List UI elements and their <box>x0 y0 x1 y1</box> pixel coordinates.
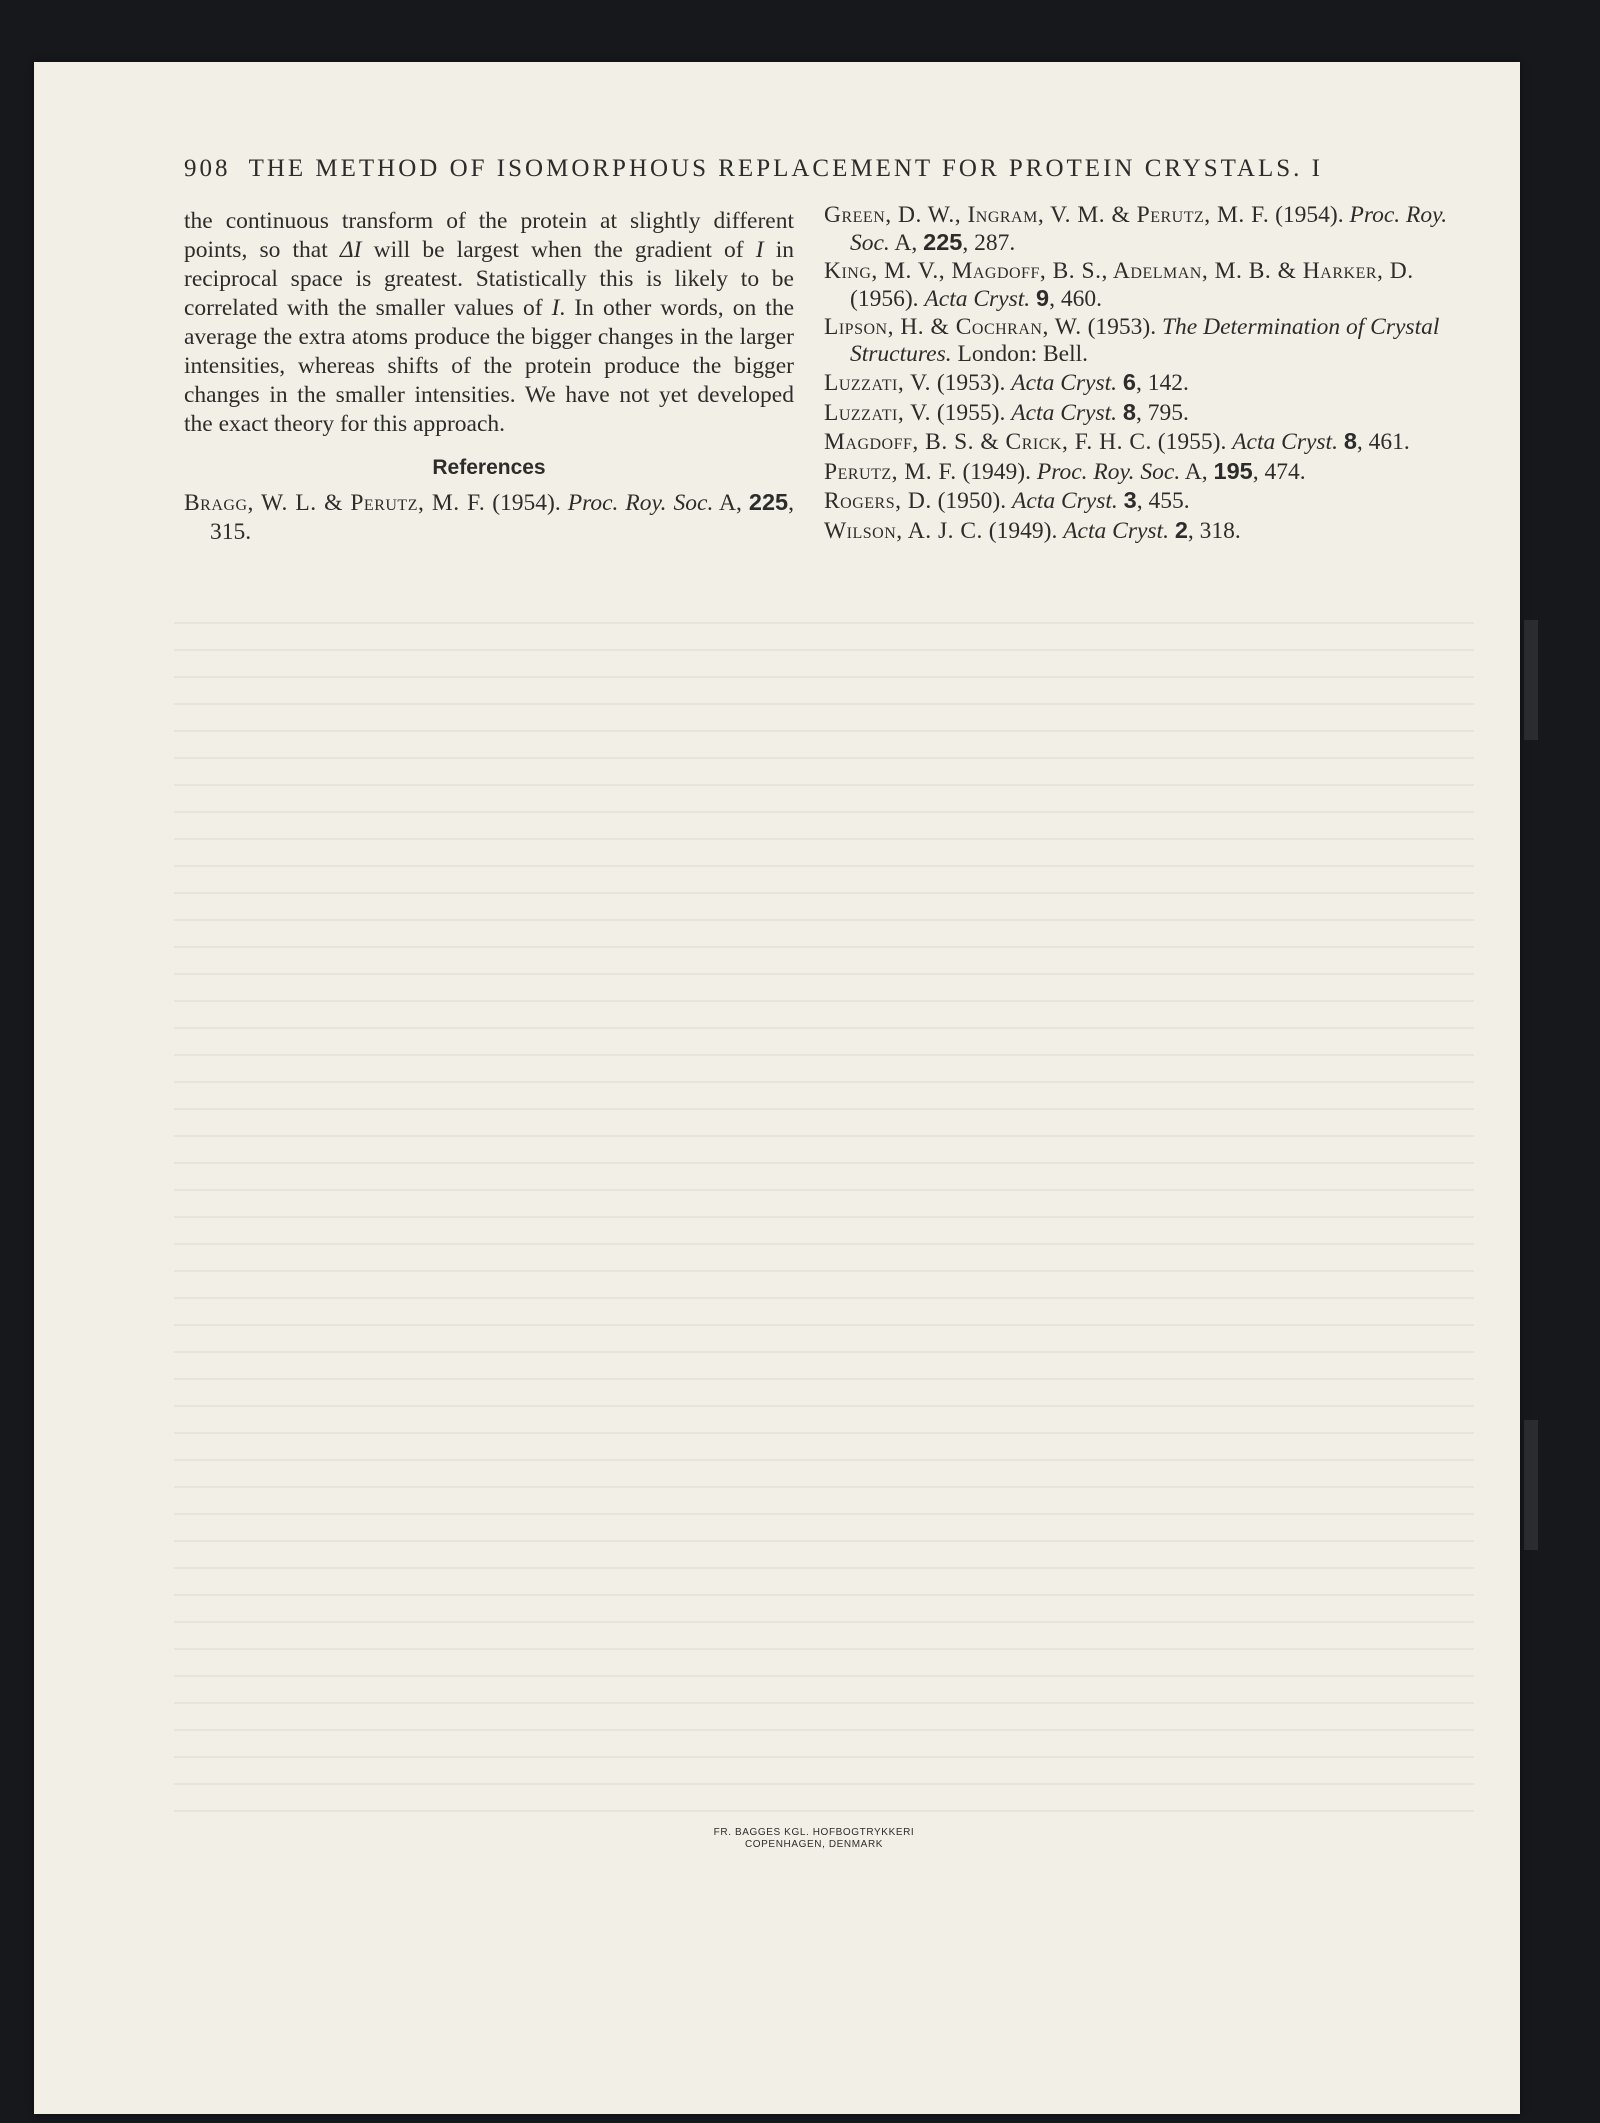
binder-clip-top <box>1524 620 1538 740</box>
reference-authors: Perutz, M. F. <box>824 458 957 485</box>
left-column <box>184 207 794 549</box>
reference-entry <box>824 314 1464 367</box>
reference-list-left <box>184 488 794 547</box>
delta-i-symbol: ΔI <box>339 237 362 263</box>
reference-entry <box>824 487 1464 515</box>
paragraph-text: in reciprocal space is greatest. Statistically this is likely to be correlated with the smaller values of <box>184 237 795 321</box>
reference-journal: Acta Cryst. <box>924 285 1031 312</box>
reference-volume: 8 <box>1122 398 1136 425</box>
reference-entry <box>824 258 1464 312</box>
reference-authors: Lipson, H. & Cochran, W. <box>824 314 1082 340</box>
reference-entry <box>824 399 1464 427</box>
imprint-line-2: COPENHAGEN, DENMARK <box>744 1839 884 1850</box>
reference-pages: , 474. <box>1252 458 1306 485</box>
reference-entry <box>824 369 1464 397</box>
reference-journal: The Determination of Crystal Structures. <box>850 314 1440 367</box>
reference-year: (1955). <box>930 399 1012 426</box>
show-through-texture <box>174 622 1474 1822</box>
reference-volume: 6 <box>1122 369 1136 395</box>
reference-entry <box>824 202 1464 256</box>
reference-authors: Green, D. W., Ingram, V. M. & Perutz, M. F. <box>824 202 1270 228</box>
reference-year: (1954). <box>1269 202 1350 228</box>
reference-volume: 8 <box>1343 428 1357 454</box>
reference-separator: A, <box>713 490 749 516</box>
paragraph-text: the continuous transform of the protein at slightly different points, so that <box>184 208 794 263</box>
reference-year: (1954). <box>485 490 568 516</box>
reference-authors: Bragg, W. L. & Perutz, M. F. <box>184 490 486 516</box>
reference-pages: , 460. <box>1049 285 1102 312</box>
running-title: THE METHOD OF ISOMORPHOUS REPLACEMENT FOR PROTEIN CRYSTALS. I <box>248 155 1323 182</box>
reference-pages: , 795. <box>1135 399 1189 426</box>
reference-entry <box>824 458 1464 486</box>
reference-pages: , 287. <box>962 229 1016 256</box>
reference-list-right <box>824 202 1464 546</box>
reference-volume: 9 <box>1036 284 1050 311</box>
paragraph-text: . In other words, on the average the extra atoms produce the bigger changes in the larger intensities, whereas shifts of the protein produce the bigger changes in the smaller intensities. We have not yet developed the exact theory for this approach. <box>184 295 795 437</box>
reference-year: (1949). <box>982 517 1064 544</box>
printer-imprint <box>694 1827 934 1851</box>
reference-pages: London: Bell. <box>951 340 1089 367</box>
reference-entry <box>824 428 1464 456</box>
reference-authors: Rogers, D. <box>824 488 932 514</box>
reference-volume: 3 <box>1123 487 1137 513</box>
reference-year: (1956). <box>850 285 925 312</box>
references-heading: References <box>432 456 546 479</box>
reference-authors: King, M. V., Magdoff, B. S., Adelman, M. B. & Harker, D. <box>824 258 1414 284</box>
imprint-line-1: FR. BAGGES KGL. HOFBOGTRYKKERI <box>713 1827 915 1838</box>
reference-authors: Wilson, A. J. C. <box>824 517 983 544</box>
reference-journal: Acta Cryst. <box>1011 370 1118 396</box>
reference-authors: Luzzati, V. <box>824 399 931 426</box>
reference-volume: 225 <box>923 228 963 255</box>
binder-clip-bottom <box>1524 1420 1538 1550</box>
reference-pages: , 318. <box>1187 517 1241 544</box>
reference-year: (1949). <box>956 458 1037 485</box>
reference-pages: , 315. <box>210 490 794 545</box>
body-paragraph <box>184 207 794 439</box>
reference-journal: Proc. Roy. Soc. <box>567 490 714 516</box>
intensity-symbol: I <box>755 237 764 263</box>
reference-journal: Proc. Roy. Soc. <box>850 202 1448 256</box>
reference-authors: Magdoff, B. S. & Crick, F. H. C. <box>824 429 1152 455</box>
page-number: 908 <box>184 155 231 182</box>
reference-journal: Acta Cryst. <box>1012 488 1118 514</box>
reference-journal: Acta Cryst. <box>1063 517 1169 544</box>
journal-page <box>34 62 1520 2114</box>
reference-year: (1953). <box>930 370 1012 396</box>
reference-pages: , 455. <box>1136 488 1190 514</box>
reference-pages: , 142. <box>1135 370 1189 396</box>
reference-year: (1955). <box>1151 429 1233 455</box>
reference-year: (1953). <box>1081 314 1162 340</box>
reference-volume: 225 <box>748 489 789 515</box>
reference-entry <box>184 488 794 547</box>
reference-journal: Proc. Roy. Soc. <box>1036 458 1181 485</box>
running-header <box>184 155 1414 183</box>
reference-pages: , 461. <box>1356 429 1410 455</box>
paragraph-text: will be largest when the gradient of <box>361 237 756 263</box>
reference-journal: Acta Cryst. <box>1011 399 1118 426</box>
reference-year: (1950). <box>931 488 1013 514</box>
reference-entry <box>824 517 1464 545</box>
reference-volume: 2 <box>1174 516 1188 543</box>
reference-separator: A, <box>1180 458 1214 485</box>
reference-separator: A, <box>889 229 924 256</box>
intensity-symbol: I <box>551 295 560 321</box>
reference-journal: Acta Cryst. <box>1232 429 1338 455</box>
reference-authors: Luzzati, V. <box>824 370 931 396</box>
reference-volume: 195 <box>1213 457 1253 484</box>
